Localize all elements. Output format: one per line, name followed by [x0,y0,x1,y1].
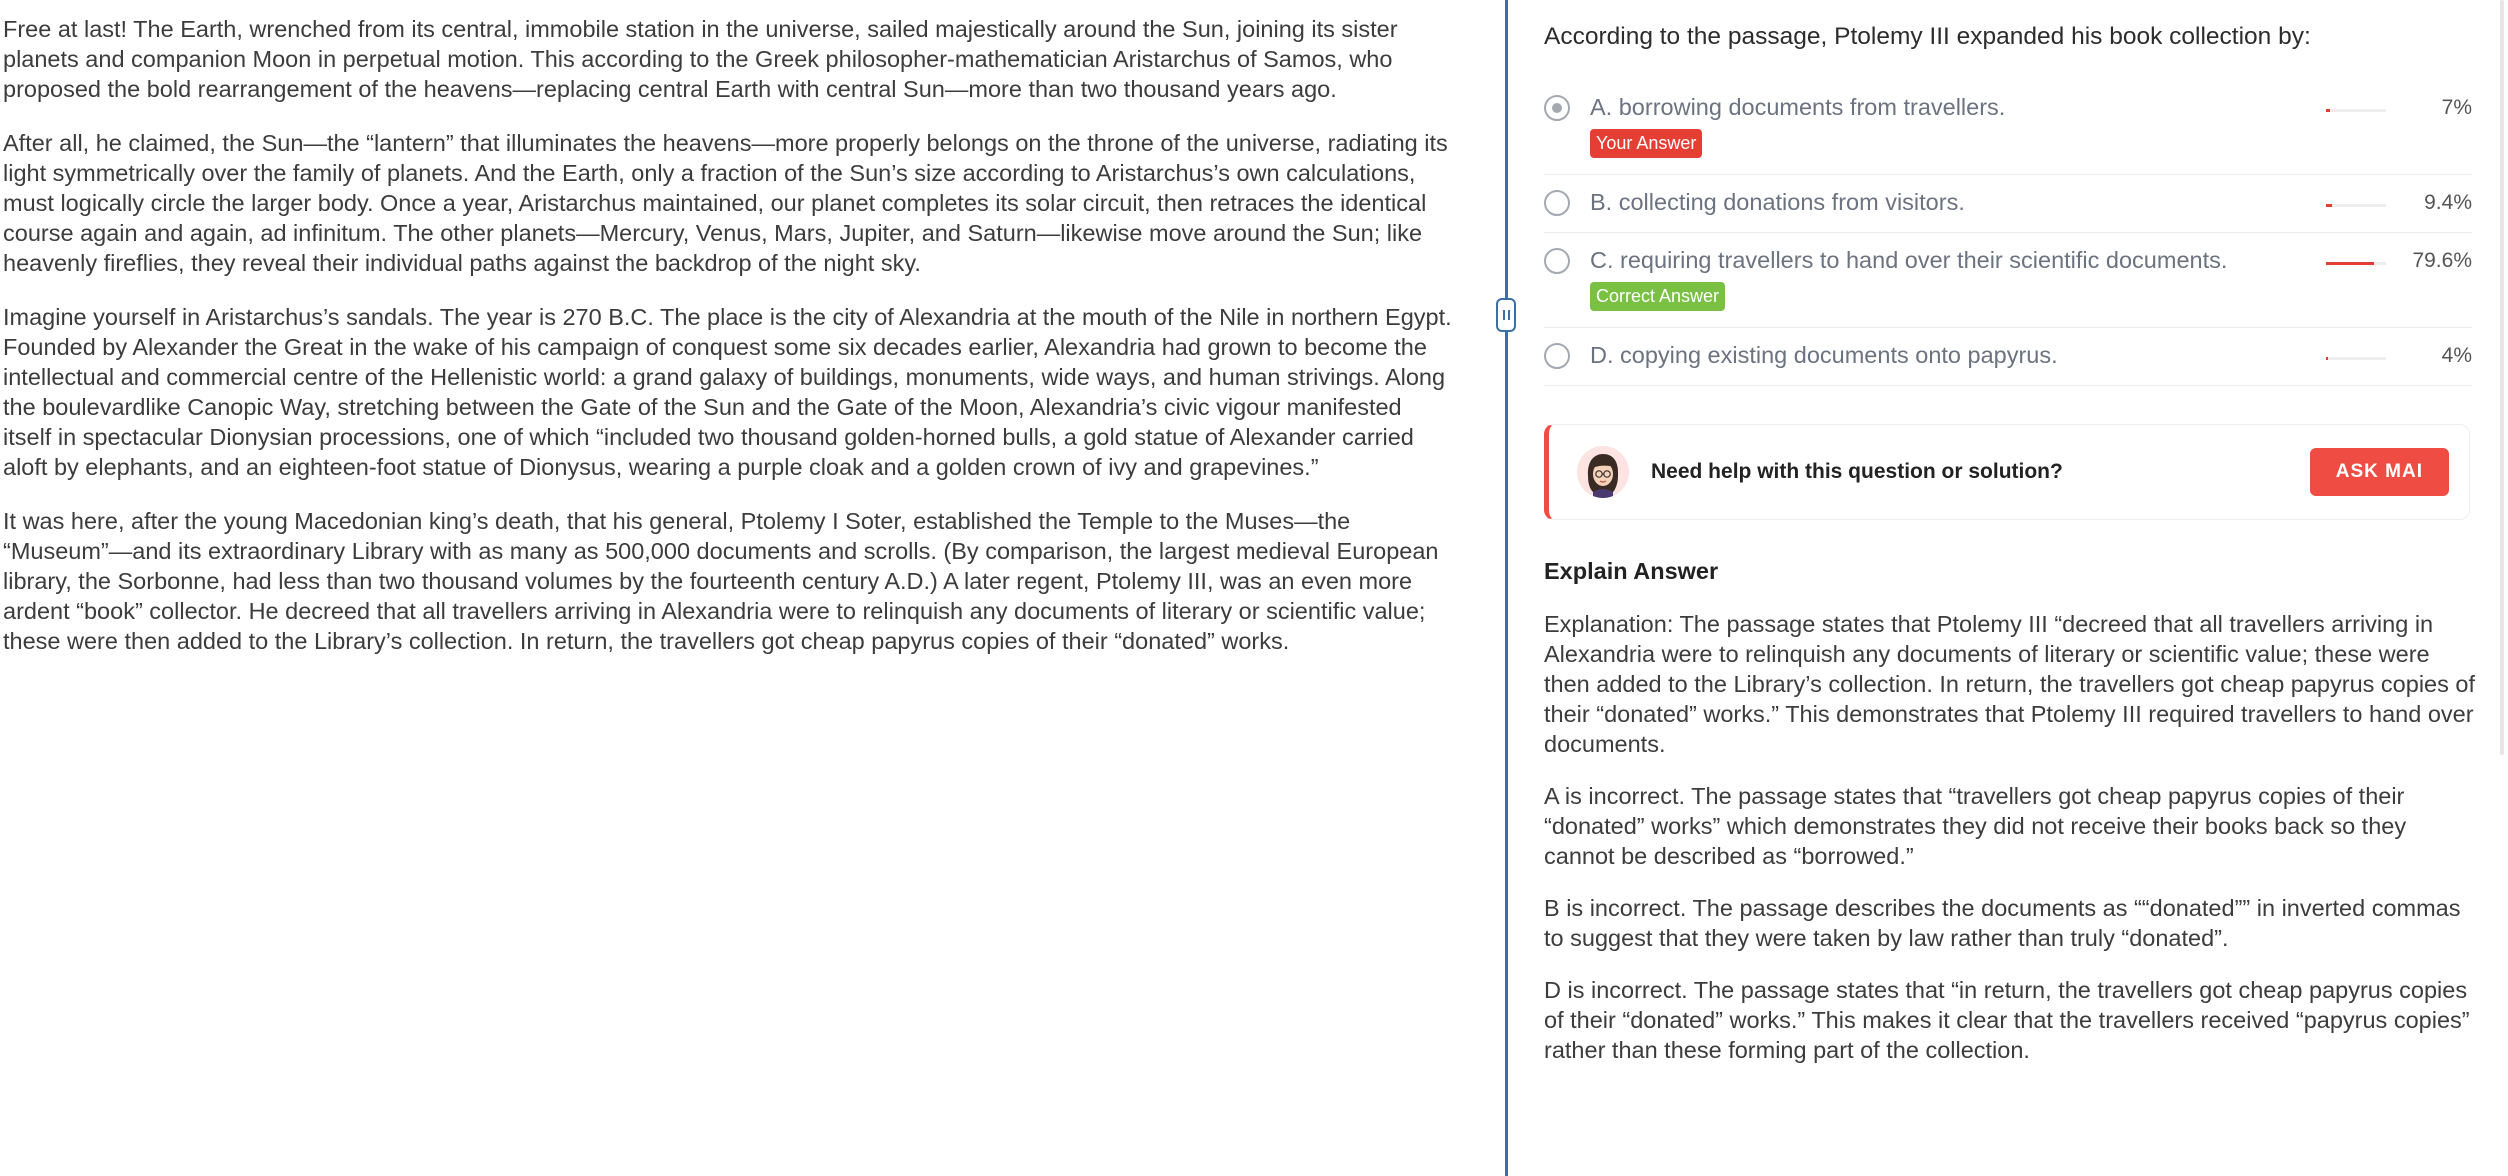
question-stem: According to the passage, Ptolemy III expanded his book collection by: [1544,23,2311,50]
explanation-paragraph: A is incorrect. The passage states that “travellers got cheap papyrus copies of their “donated” works” which demonstrates they did not receive their books back so they cannot be described as “borrowed.” [1544,783,2407,869]
your-answer-badge: Your Answer [1590,129,1702,158]
percent-bar [2326,357,2386,360]
percent-bar [2326,262,2386,265]
ask-mai-button[interactable]: ASK MAI [2310,448,2449,496]
percent-bar [2326,204,2386,207]
percent-bar-fill [2326,357,2328,360]
scrollbar[interactable] [2500,0,2504,755]
passage-paragraph: It was here, after the young Macedonian king’s death, that his general, Ptolemy I Soter, established the Temple to the Muses—the “Museum”—and its extraordinary Library with as many as 500,000 documents and scrolls. (By comparison, the largest medieval European library, the Sorbonne, had less than two thousand volumes by the fourteenth century A.D.) A later regent, Ptolemy III, was an even more ardent “book” collector. He decreed that all travellers arriving in Alexandria were to relinquish any documents of literary or scientific value; these were then added to the Library’s collection. In return, the travellers got cheap papyrus copies of their “donated” works. [3,508,1439,654]
option-label: C. requiring travellers to hand over their scientific documents. [1590,247,2228,273]
answer-option-b[interactable] [1544,175,2472,233]
explanation-paragraph: Explanation: The passage states that Ptolemy III “decreed that all travellers arriving in Alexandria were to relinquish any documents of literary or scientific value; these were then added to the Library’s collection. In return, the travellers got cheap papyrus copies of their “donated” works.” This demonstrates that Ptolemy III required travellers to hand over documents. [1544,611,2475,757]
help-prompt: Need help with this question or solution? [1651,460,2063,483]
radio-button-icon[interactable] [1544,248,1570,274]
question-pane [1508,0,2508,1176]
option-percent: 79.6% [2412,249,2472,272]
avatar-girl-icon [1577,446,1629,498]
passage-paragraph: After all, he claimed, the Sun—the “lantern” that illuminates the heavens—more properly belongs on the throne of the universe, radiating its light symmetrically over the family of planets. And the Earth, only a fraction of the Sun’s size according to Aristarchus’s own calculations, must logically circle the larger body. Once a year, Aristarchus maintained, our planet completes its solar circuit, then retraces the identical course again and again, ad infinitum. The other planets—Mercury, Venus, Mars, Jupiter, and Saturn—likewise move around the Sun; like heavenly fireflies, they reveal their individual paths against the backdrop of the night sky. [3,130,1448,276]
percent-bar-fill [2326,262,2374,265]
option-label: A. borrowing documents from travellers. [1590,94,2006,120]
radio-button-selected-icon[interactable] [1544,95,1570,121]
option-percent: 9.4% [2424,191,2472,214]
answer-option-d[interactable] [1544,328,2472,386]
answer-option-a[interactable] [1544,80,2472,175]
option-percent: 7% [2441,96,2472,119]
percent-bar-fill [2326,109,2330,112]
help-card [1544,424,2470,520]
radio-button-icon[interactable] [1544,190,1570,216]
option-label: D. copying existing documents onto papyrus. [1590,342,2058,368]
answer-option-c[interactable] [1544,233,2472,328]
passage-paragraph: Imagine yourself in Aristarchus’s sandals. The year is 270 B.C. The place is the city of Alexandria at the mouth of the Nile in northern Egypt. Founded by Alexander the Great in the wake of his campaign of conquest some six decades earlier, Alexandria had grown to become the intellectual and commercial centre of the Hellenistic world: a grand galaxy of buildings, monuments, wide ways, and human strivings. Along the boulevardlike Canopic Way, stretching between the Gate of the Sun and the Gate of the Moon, Alexandria’s civic vigour manifested itself in spectacular Dionysian processions, one of which “included two thousand golden-horned bulls, a gold statue of Alexander carried aloft by elephants, and an eighteen-foot statue of Dionysus, wearing a purple cloak and a golden crown of ivy and grapevines.” [3,304,1452,480]
passage-paragraph: Free at last! The Earth, wrenched from its central, immobile station in the universe, sailed majestically around the Sun, joining its sister planets and companion Moon in perpetual motion. This according to the Greek philosopher-mathematician Aristarchus of Samos, who proposed the bold rearrangement of the heavens—replacing central Earth with central Sun—more than two thousand years ago. [3,16,1398,102]
percent-bar [2326,109,2386,112]
percent-bar-fill [2326,204,2332,207]
explanation-paragraph: D is incorrect. The passage states that “in return, the travellers got cheap papyrus copies of their “donated” works.” This makes it clear that the travellers received “papyrus copies” rather than these forming part of the collection. [1544,977,2470,1063]
radio-button-icon[interactable] [1544,343,1570,369]
explanation-paragraph: B is incorrect. The passage describes the documents as ““donated”” in inverted commas to suggest that they were taken by law rather than truly “donated”. [1544,895,2461,951]
grip-icon [1503,310,1505,320]
explain-heading: Explain Answer [1544,558,1719,584]
option-percent: 4% [2441,344,2472,367]
option-label: B. collecting donations from visitors. [1590,189,1965,215]
correct-answer-badge: Correct Answer [1590,282,1725,311]
